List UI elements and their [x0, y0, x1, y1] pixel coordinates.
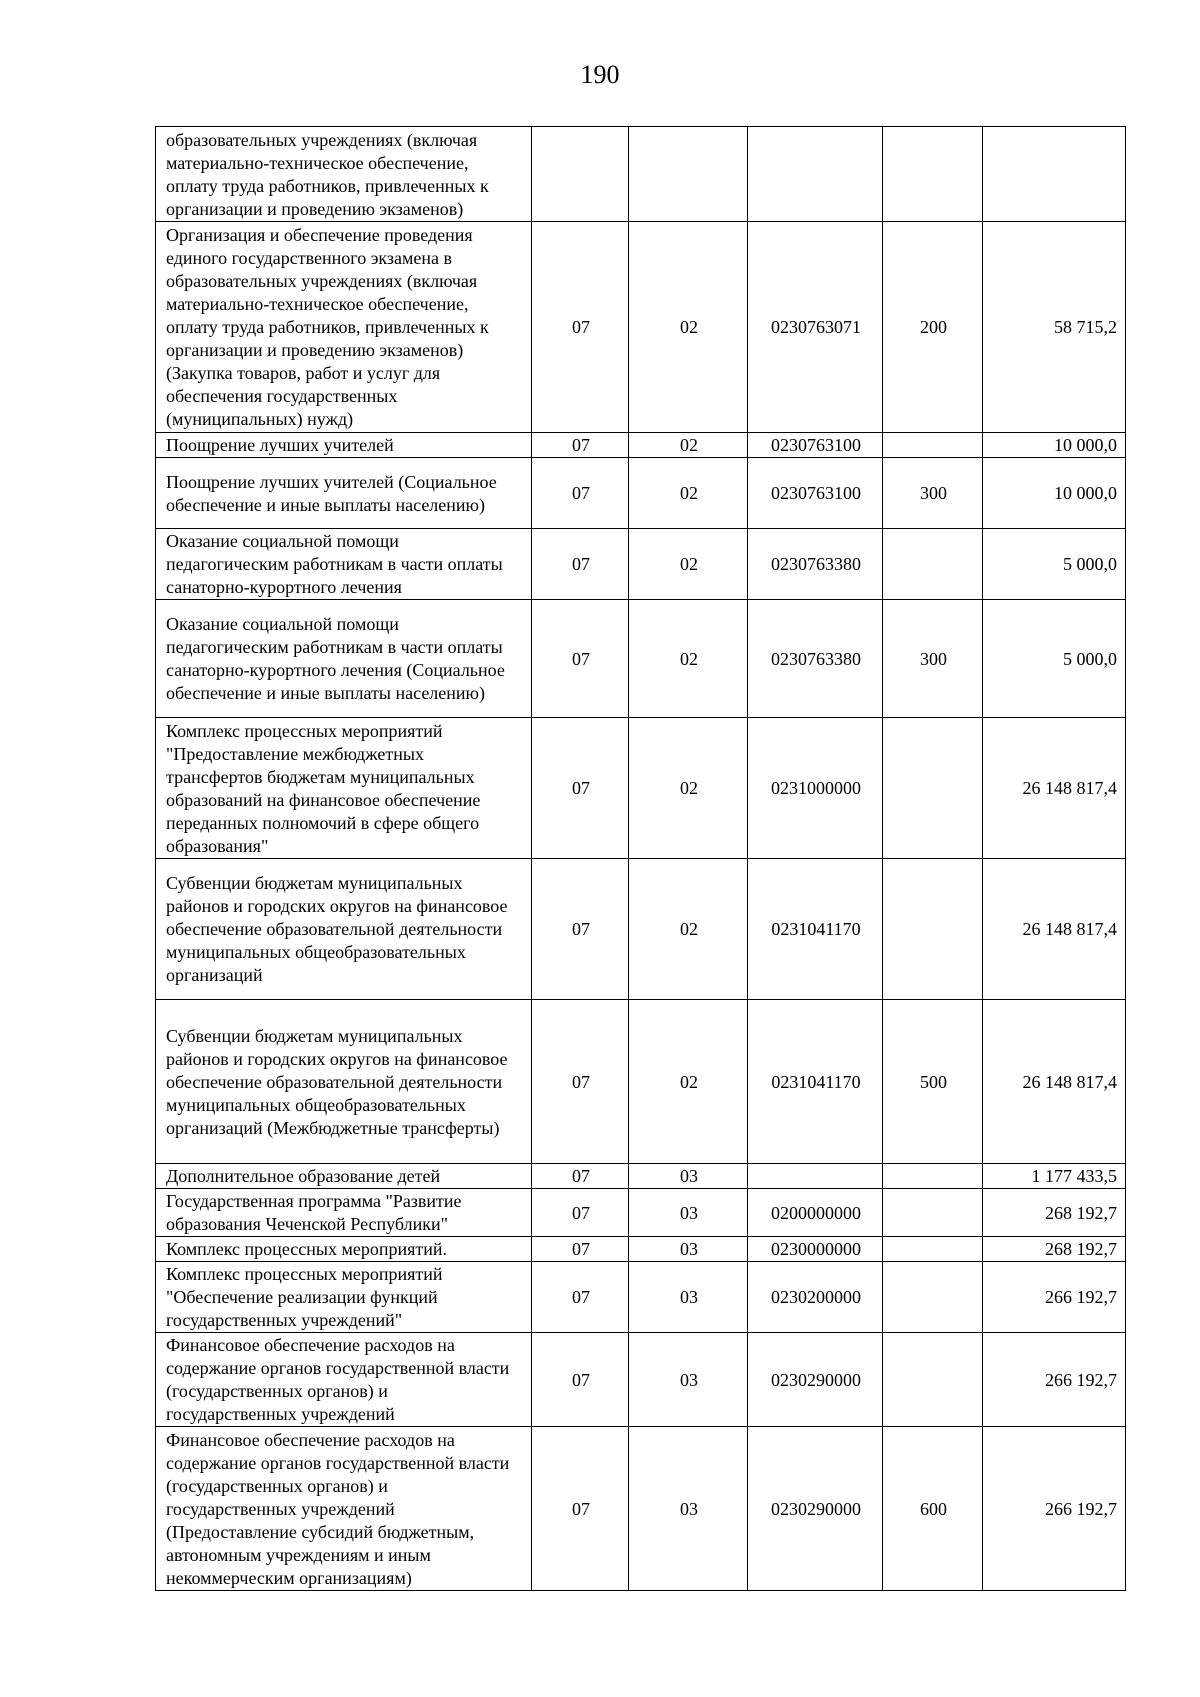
row-expense-type: [883, 1333, 983, 1427]
row-subsection: 02: [629, 529, 748, 600]
row-subsection: 03: [629, 1189, 748, 1237]
table-row: [156, 222, 1126, 433]
row-target-code: 0230290000: [748, 1333, 883, 1427]
row-target-code: 0200000000: [748, 1189, 883, 1237]
table-row: [156, 1000, 1126, 1164]
row-target-code: 0231041170: [748, 859, 883, 1000]
row-amount: 266 192,7: [983, 1427, 1126, 1591]
row-name: Финансовое обеспечение расходов на содержание органов государственной власти (государственных органов) и государственных учреждений (Предоставление субсидий бюджетным, автономным учреждениям и иным некоммерческим организациям): [156, 1427, 532, 1591]
row-name: Финансовое обеспечение расходов на содержание органов государственной власти (государственных органов) и государственных учреждений: [156, 1333, 532, 1427]
row-section: 07: [532, 222, 629, 433]
row-name: Организация и обеспечение проведения единого государственного экзамена в образовательных учреждениях (включая материально-техническое обеспечение, оплату труда работников, привлеченных к организации и проведению экзаменов) (Закупка товаров, работ и услуг для обеспечения государственных (муниципальных) нужд): [156, 222, 532, 433]
row-name: Поощрение лучших учителей: [156, 433, 532, 458]
row-expense-type: [883, 718, 983, 859]
table-row: [156, 600, 1126, 718]
row-target-code: 0230200000: [748, 1262, 883, 1333]
row-section: 07: [532, 1164, 629, 1189]
row-expense-type: 300: [883, 600, 983, 718]
page-number: 190: [580, 60, 620, 89]
row-expense-type: [883, 1164, 983, 1189]
table-row: [156, 859, 1126, 1000]
row-section: 07: [532, 1237, 629, 1262]
row-target-code: [748, 127, 883, 222]
row-name: Дополнительное образование детей: [156, 1164, 532, 1189]
row-expense-type: [883, 1237, 983, 1262]
row-name: образовательных учреждениях (включая материально-техническое обеспечение, оплату труда работников, привлеченных к организации и проведению экзаменов): [156, 127, 532, 222]
row-section: 07: [532, 433, 629, 458]
row-subsection: [629, 127, 748, 222]
row-name: Комплекс процессных мероприятий.: [156, 1237, 532, 1262]
row-section: 07: [532, 529, 629, 600]
table-row: [156, 1237, 1126, 1262]
row-subsection: 02: [629, 222, 748, 433]
budget-table: [155, 126, 1126, 1591]
row-section: 07: [532, 718, 629, 859]
row-target-code: 0230763071: [748, 222, 883, 433]
row-target-code: 0230000000: [748, 1237, 883, 1262]
row-section: 07: [532, 600, 629, 718]
row-amount: 266 192,7: [983, 1333, 1126, 1427]
row-target-code: [748, 1164, 883, 1189]
row-target-code: 0231041170: [748, 1000, 883, 1164]
row-subsection: 02: [629, 859, 748, 1000]
row-subsection: 02: [629, 433, 748, 458]
row-subsection: 03: [629, 1333, 748, 1427]
row-amount: 26 148 817,4: [983, 1000, 1126, 1164]
row-subsection: 02: [629, 600, 748, 718]
row-section: 07: [532, 1189, 629, 1237]
row-section: 07: [532, 458, 629, 529]
row-amount: 26 148 817,4: [983, 859, 1126, 1000]
table-row: [156, 433, 1126, 458]
table-row: [156, 1333, 1126, 1427]
row-target-code: 0230763100: [748, 458, 883, 529]
row-amount: 10 000,0: [983, 458, 1126, 529]
table-row: [156, 1427, 1126, 1591]
row-expense-type: [883, 127, 983, 222]
row-expense-type: 200: [883, 222, 983, 433]
row-name: Комплекс процессных мероприятий "Предоставление межбюджетных трансфертов бюджетам муниципальных образований на финансовое обеспечение переданных полномочий в сфере общего образования": [156, 718, 532, 859]
table-row: [156, 1189, 1126, 1237]
row-expense-type: [883, 529, 983, 600]
row-subsection: 03: [629, 1237, 748, 1262]
row-amount: 268 192,7: [983, 1189, 1126, 1237]
table-row: [156, 458, 1126, 529]
row-subsection: 02: [629, 1000, 748, 1164]
row-section: 07: [532, 1333, 629, 1427]
row-section: [532, 127, 629, 222]
row-subsection: 03: [629, 1262, 748, 1333]
row-expense-type: [883, 1262, 983, 1333]
table-row: [156, 529, 1126, 600]
row-name: Оказание социальной помощи педагогическим работникам в части оплаты санаторно-курортного лечения (Социальное обеспечение и иные выплаты населению): [156, 600, 532, 718]
row-expense-type: [883, 433, 983, 458]
row-amount: 58 715,2: [983, 222, 1126, 433]
row-amount: 266 192,7: [983, 1262, 1126, 1333]
row-name: Комплекс процессных мероприятий "Обеспечение реализации функций государственных учреждений": [156, 1262, 532, 1333]
row-subsection: 02: [629, 718, 748, 859]
row-subsection: 03: [629, 1164, 748, 1189]
row-expense-type: 500: [883, 1000, 983, 1164]
row-name: Государственная программа "Развитие образования Чеченской Республики": [156, 1189, 532, 1237]
row-target-code: 0231000000: [748, 718, 883, 859]
row-target-code: 0230763100: [748, 433, 883, 458]
row-name: Поощрение лучших учителей (Социальное обеспечение и иные выплаты населению): [156, 458, 532, 529]
row-expense-type: [883, 859, 983, 1000]
row-amount: [983, 127, 1126, 222]
row-subsection: 03: [629, 1427, 748, 1591]
table-row: [156, 718, 1126, 859]
row-amount: 1 177 433,5: [983, 1164, 1126, 1189]
row-name: Оказание социальной помощи педагогическим работникам в части оплаты санаторно-курортного лечения: [156, 529, 532, 600]
row-target-code: 0230763380: [748, 529, 883, 600]
row-target-code: 0230763380: [748, 600, 883, 718]
row-expense-type: 600: [883, 1427, 983, 1591]
row-section: 07: [532, 1262, 629, 1333]
row-expense-type: [883, 1189, 983, 1237]
row-amount: 268 192,7: [983, 1237, 1126, 1262]
row-expense-type: 300: [883, 458, 983, 529]
row-target-code: 0230290000: [748, 1427, 883, 1591]
row-section: 07: [532, 1000, 629, 1164]
row-amount: 26 148 817,4: [983, 718, 1126, 859]
table-row: [156, 127, 1126, 222]
row-name: Субвенции бюджетам муниципальных районов и городских округов на финансовое обеспечение образовательной деятельности муниципальных общеобразовательных организаций: [156, 859, 532, 1000]
row-amount: 5 000,0: [983, 600, 1126, 718]
table-row: [156, 1164, 1126, 1189]
row-section: 07: [532, 1427, 629, 1591]
table-row: [156, 1262, 1126, 1333]
row-amount: 10 000,0: [983, 433, 1126, 458]
row-subsection: 02: [629, 458, 748, 529]
row-amount: 5 000,0: [983, 529, 1126, 600]
row-section: 07: [532, 859, 629, 1000]
row-name: Субвенции бюджетам муниципальных районов и городских округов на финансовое обеспечение образовательной деятельности муниципальных общеобразовательных организаций (Межбюджетные трансферты): [156, 1000, 532, 1164]
